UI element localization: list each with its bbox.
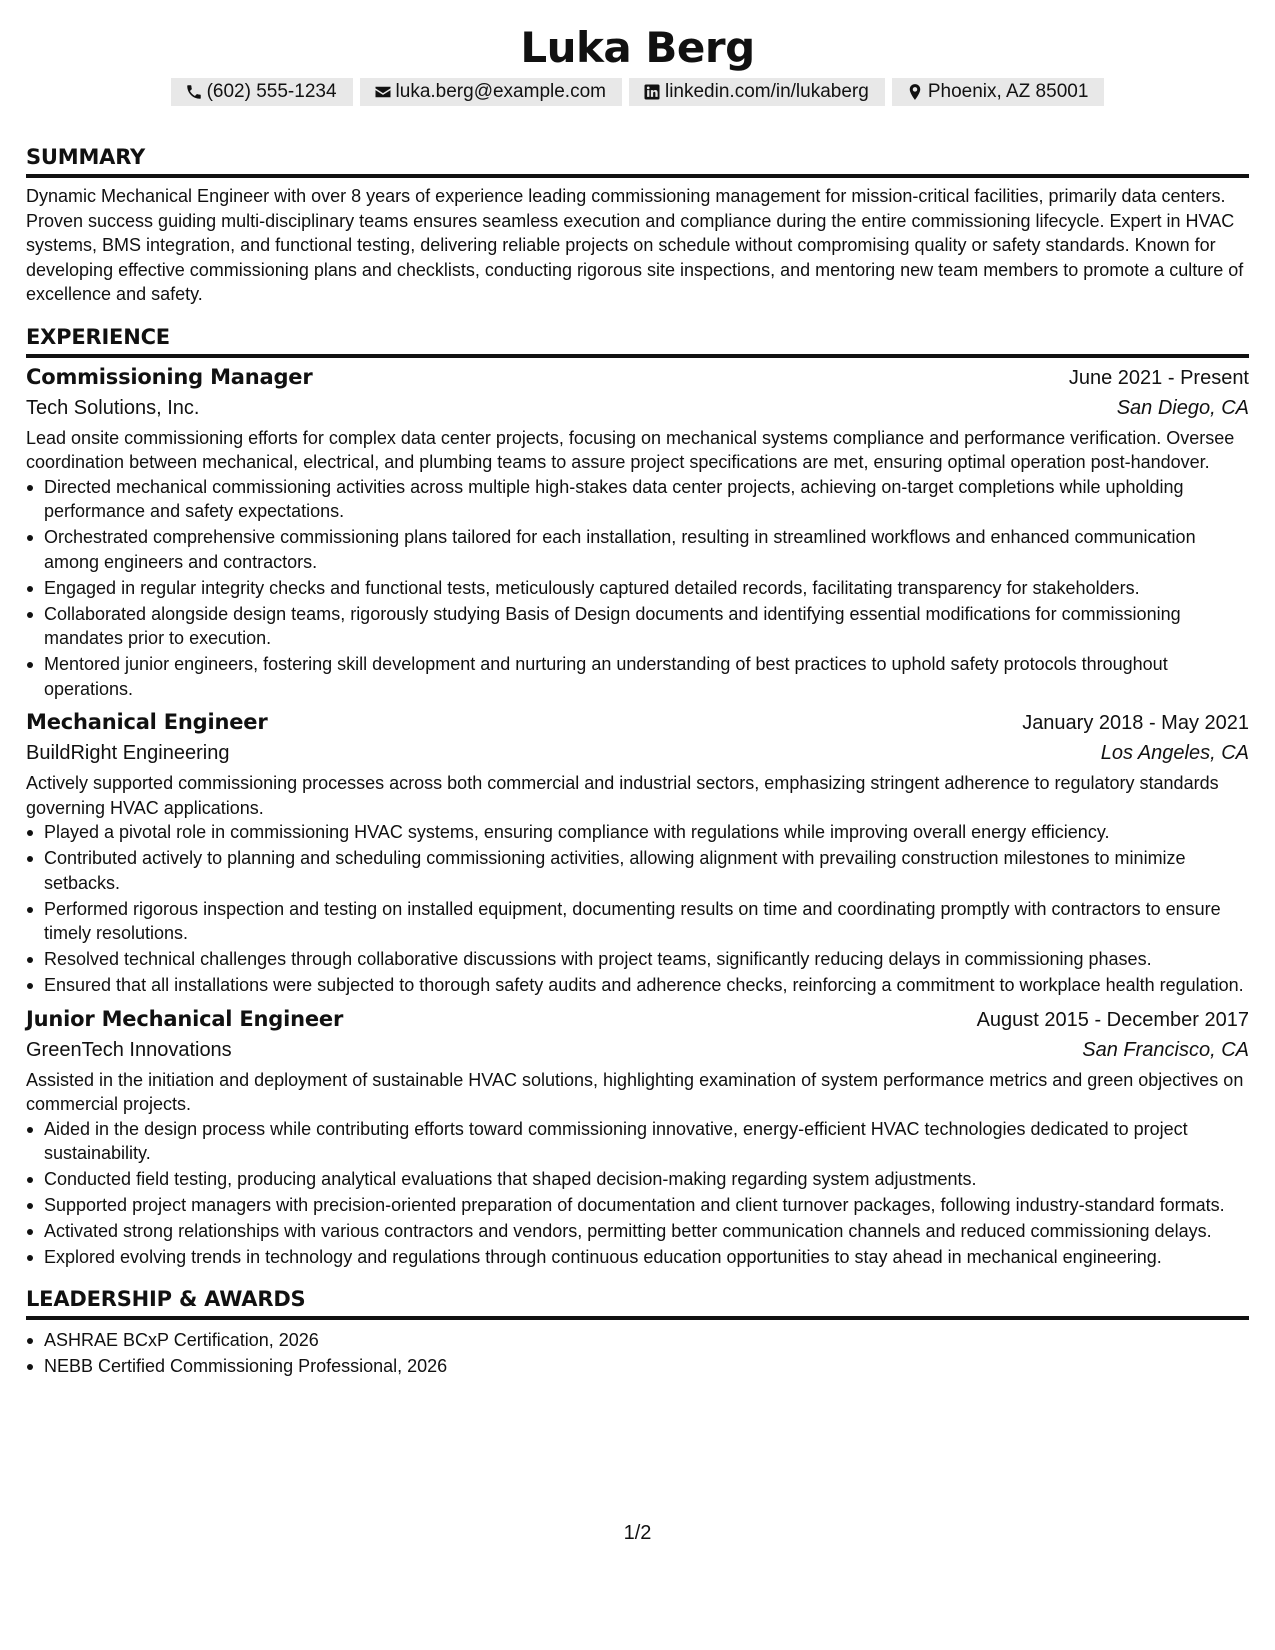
job-company: BuildRight Engineering xyxy=(26,742,230,764)
job-bullets xyxy=(26,475,1249,702)
list-item: Resolved technical challenges through collaborative discussions with project teams, significantly reducing delays in commissioning phases. xyxy=(26,947,1249,972)
list-item: Contributed actively to planning and scheduling commissioning activities, allowing alignment with prevailing construction milestones to minimize setbacks. xyxy=(26,846,1249,895)
job-bullets xyxy=(26,1117,1249,1270)
list-item: NEBB Certified Commissioning Professional, 2026 xyxy=(26,1354,1249,1379)
job-dates: June 2021 - Present xyxy=(1068,366,1249,389)
linkedin-icon xyxy=(643,83,661,101)
list-item: Ensured that all installations were subjected to thorough safety audits and adherence checks, reinforcing a commitment to workplace health regulation. xyxy=(26,973,1249,998)
awards-list xyxy=(26,1328,1249,1379)
job-dates: August 2015 - December 2017 xyxy=(976,1008,1249,1031)
list-item: Explored evolving trends in technology and regulations through continuous education opportunities to stay ahead in mechanical engineering. xyxy=(26,1245,1249,1270)
section-divider xyxy=(26,174,1249,178)
job-bullets xyxy=(26,820,1249,998)
job-description: Assisted in the initiation and deployment of sustainable HVAC solutions, highlighting examination of system performance metrics and green objectives on commercial projects. xyxy=(26,1069,1244,1114)
job-title: Mechanical Engineer xyxy=(26,710,268,734)
job-title: Junior Mechanical Engineer xyxy=(26,1006,344,1031)
list-item: Performed rigorous inspection and testing on installed equipment, documenting results on time and coordinating promptly with contractors to ensure timely resolutions. xyxy=(26,897,1249,946)
section-title-experience: EXPERIENCE xyxy=(26,324,170,349)
job-dates: January 2018 - May 2021 xyxy=(1022,712,1249,734)
summary-text: Dynamic Mechanical Engineer with over 8 years of experience leading commissioning management for mission-critical facilities, primarily data centers. Proven success guiding multi-disciplinary teams ensures seamless execution and compliance during the entire commissioning lifecycle. Expert in HVAC systems, BMS integration, and functional testing, delivering reliable projects on schedule without compromising quality or safety standards. Known for developing effective commissioning plans and checklists, conducting rigorous site inspections, and mentoring new team members to promote a culture of excellence and safety. xyxy=(26,186,1244,304)
list-item: Collaborated alongside design teams, rigorously studying Basis of Design documents and identifying essential modifications for commissioning mandates prior to execution. xyxy=(26,602,1249,651)
experience-section xyxy=(26,324,1249,1270)
awards-section xyxy=(26,1286,1249,1379)
envelope-icon xyxy=(374,83,392,101)
contact-linkedin[interactable] xyxy=(629,78,885,106)
job-entry xyxy=(26,707,1249,998)
job-location: Los Angeles, CA xyxy=(1100,742,1249,764)
job-title: Commissioning Manager xyxy=(26,364,313,389)
list-item: Directed mechanical commissioning activities across multiple high-stakes data center projects, achieving on-target completions while upholding performance and safety expectations. xyxy=(26,475,1249,524)
job-company: Tech Solutions, Inc. xyxy=(26,396,200,419)
job-description: Lead onsite commissioning efforts for complex data center projects, focusing on mechanical systems compliance and performance verification. Oversee coordination between mechanical, electrical, and plumbing teams to assure project specifications are met, ensuring optimal operation post-handover. xyxy=(26,427,1235,472)
linkedin-text: linkedin.com/in/lukaberg xyxy=(664,81,869,102)
job-location: San Diego, CA xyxy=(1116,396,1249,419)
contact-email[interactable] xyxy=(360,78,622,106)
summary-section xyxy=(26,144,1249,307)
list-item: Mentored junior engineers, fostering skill development and nurturing an understanding of best practices to uphold safety protocols throughout operations. xyxy=(26,652,1249,701)
section-title-summary: SUMMARY xyxy=(26,145,146,169)
phone-icon xyxy=(185,83,203,101)
map-pin-icon xyxy=(906,83,924,101)
job-company: GreenTech Innovations xyxy=(26,1038,232,1061)
job-description: Actively supported commissioning processes across both commercial and industrial sectors, emphasizing stringent adherence to regulatory standards governing HVAC applications. xyxy=(26,773,1219,818)
section-divider xyxy=(26,354,1249,358)
section-divider xyxy=(26,1316,1249,1320)
list-item: Engaged in regular integrity checks and functional tests, meticulously captured detailed records, facilitating transparency for stakeholders. xyxy=(26,576,1249,601)
list-item: ASHRAE BCxP Certification, 2026 xyxy=(26,1328,1249,1353)
job-entry xyxy=(26,362,1249,702)
job-location: San Francisco, CA xyxy=(1082,1038,1249,1061)
resume-page xyxy=(26,0,1249,1380)
list-item: Orchestrated comprehensive commissioning plans tailored for each installation, resulting in streamlined workflows and enhanced communication among engineers and contractors. xyxy=(26,525,1249,574)
contact-location[interactable] xyxy=(892,78,1105,106)
page-indicator: 1/2 xyxy=(623,1522,652,1544)
contact-bar xyxy=(26,78,1249,106)
job-entry xyxy=(26,1004,1249,1270)
contact-phone[interactable] xyxy=(171,78,353,106)
candidate-name: Luka Berg xyxy=(520,23,755,72)
section-title-awards: LEADERSHIP & AWARDS xyxy=(26,1286,306,1311)
location-text: Phoenix, AZ 85001 xyxy=(927,81,1089,102)
list-item: Supported project managers with precision-oriented preparation of documentation and client turnover packages, following industry-standard formats. xyxy=(26,1193,1249,1218)
list-item: Played a pivotal role in commissioning HVAC systems, ensuring compliance with regulations while improving overall energy efficiency. xyxy=(26,820,1249,845)
email-text: luka.berg@example.com xyxy=(395,81,606,102)
list-item: Activated strong relationships with various contractors and vendors, permitting better communication channels and reduced commissioning delays. xyxy=(26,1219,1249,1244)
list-item: Conducted field testing, producing analytical evaluations that shaped decision-making regarding system adjustments. xyxy=(26,1167,1249,1192)
phone-text: (602) 555-1234 xyxy=(206,81,337,102)
list-item: Aided in the design process while contributing efforts toward commissioning innovative, energy-efficient HVAC technologies dedicated to project sustainability. xyxy=(26,1117,1249,1166)
